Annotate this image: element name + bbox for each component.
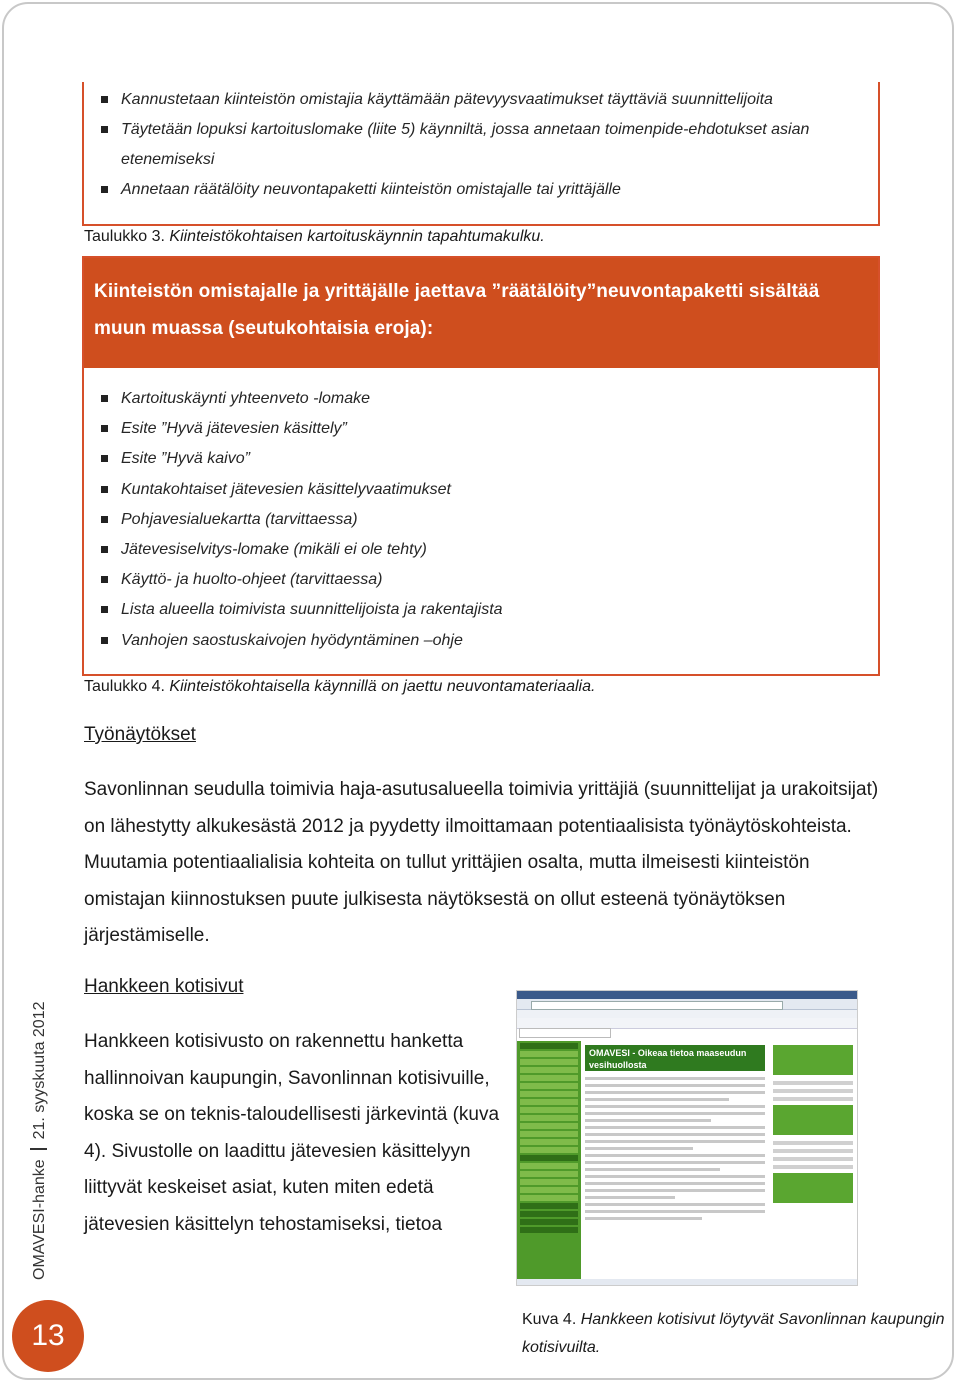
browser-address-area [517, 999, 857, 1010]
list-item: Esite ”Hyvä kaivo” [84, 444, 878, 474]
caption-text: Hankkeen kotisivut löytyvät Savonlinnan kaupungin kotisivuilta. [522, 1311, 945, 1356]
advice-package-list [84, 368, 878, 656]
site-right-column [773, 1045, 853, 1245]
figure-4-caption [522, 1306, 960, 1362]
advice-package-box [82, 256, 880, 676]
advice-package-header: Kiinteistön omistajalle ja yrittäjälle jaettava ”räätälöity”neuvontapaketti sisältää muun muassa (seutukohtaisia eroja): [84, 258, 878, 368]
caption-text: Kiinteistökohtaisen kartoituskäynnin tapahtumakulku. [169, 228, 545, 245]
list-item: Täytetään lopuksi kartoituslomake (liite 5) käynniltä, jossa annetaan toimenpide-ehdotukset asian etenemiseksi [84, 115, 878, 175]
list-item: Kuntakohtaiset jätevesien käsittelyvaatimukset [84, 475, 878, 505]
list-item: Jätevesiselvitys-lomake (mikäli ei ole tehty) [84, 535, 878, 565]
address-bar [531, 1001, 783, 1010]
list-item: Käyttö- ja huolto-ohjeet (tarvittaessa) [84, 565, 878, 595]
browser-statusbar [517, 1279, 857, 1285]
website-screenshot [516, 990, 858, 1286]
sidebar-footer [28, 980, 52, 1280]
project-name: OMAVESI-hanke [31, 1159, 48, 1280]
caption-label: Kuva 4. [522, 1311, 577, 1328]
table-3-caption [84, 228, 545, 246]
list-item: Annetaan räätälöity neuvontapaketti kiinteistön omistajalle tai yrittäjälle [84, 175, 878, 205]
caption-label: Taulukko 4. [84, 678, 165, 695]
steps-list [84, 82, 878, 205]
browser-tabs [517, 1018, 857, 1029]
separator [30, 1148, 47, 1150]
document-date: 21. syyskuuta 2012 [31, 1001, 48, 1140]
list-item: Esite ”Hyvä jätevesien käsittely” [84, 414, 878, 444]
site-sidebar [517, 1041, 581, 1285]
table-4-caption [84, 678, 595, 696]
section-heading-tyonaytokset: Työnäytökset [84, 724, 196, 745]
browser-menubar [517, 1010, 857, 1018]
browser-titlebar [517, 991, 857, 999]
section-heading-kotisivut: Hankkeen kotisivut [84, 976, 244, 997]
list-item: Pohjavesialuekartta (tarvittaessa) [84, 505, 878, 535]
site-content [585, 1077, 765, 1224]
list-item: Vanhojen saostuskaivojen hyödyntäminen –ohje [84, 626, 878, 656]
list-item: Lista alueella toimivista suunnittelijoista ja rakentajista [84, 595, 878, 625]
steps-table-box [82, 82, 880, 226]
browser-tab [519, 1028, 611, 1038]
page-number-badge: 13 [12, 1300, 84, 1372]
section-body-tyonaytokset: Savonlinnan seudulla toimivia haja-asutusalueella toimivia yrittäjiä (suunnittelijat ja urakoitsijat) on lähestytty alkukesästä 2012 ja pyydetty ilmoittamaan potentiaalisista työnäytöskohteista. Muutamia potentiaalialisia kohteita on tullut yrittäjien osalta, mutta ilmeisesti kiinteistön omistajan kiinnostuksen puute julkisesta näytöksestä on ollut esteenä työnäytöksen järjestämiselle. [84, 779, 879, 947]
list-item: Kartoituskäynti yhteenveto -lomake [84, 384, 878, 414]
list-item: Kannustetaan kiinteistön omistajia käyttämään pätevyysvaatimukset täyttäviä suunnittelijoita [84, 85, 878, 115]
caption-text: Kiinteistökohtaisella käynnillä on jaettu neuvontamateriaalia. [169, 678, 596, 695]
caption-label: Taulukko 3. [84, 228, 165, 245]
section-body-kotisivut: Hankkeen kotisivusto on rakennettu hanketta hallinnoivan kaupungin, Savonlinnan kotisivuille, koska se on teknis-taloudellisesti järkevintä (kuva 4). Sivustolle on laadittu jätevesien käsittelyyn liittyvät keskeiset asiat, kuten miten edetä jätevesien käsittelyn tehostamiseksi, tietoa [84, 1031, 500, 1235]
site-banner: OMAVESI - Oikeaa tietoa maaseudun vesihuollosta [585, 1045, 765, 1071]
